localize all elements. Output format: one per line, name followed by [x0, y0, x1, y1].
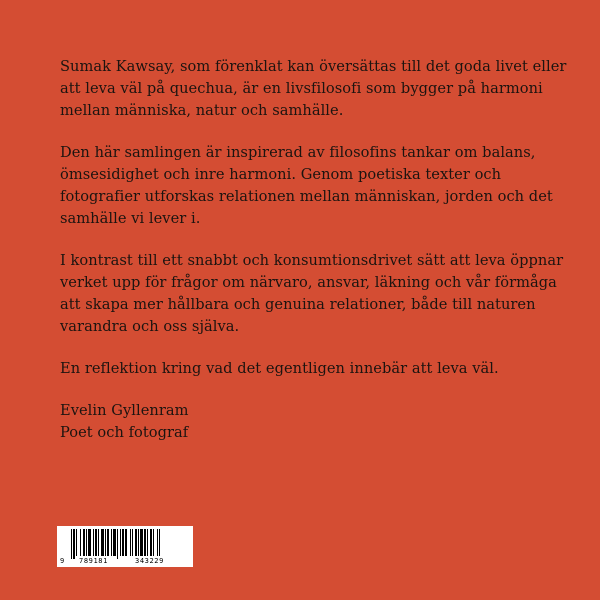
barcode-bar — [83, 529, 85, 556]
blurb-text — [60, 56, 567, 444]
text-line: varandra och oss själva. — [60, 318, 240, 335]
barcode-bar — [93, 529, 94, 556]
barcode-bar — [86, 529, 87, 556]
barcode-bar — [125, 529, 127, 556]
barcode-bar — [138, 529, 139, 556]
barcode-bar — [98, 529, 99, 556]
barcode-bar — [130, 529, 131, 556]
barcode-bar — [107, 529, 109, 556]
barcode-bar — [105, 529, 106, 556]
barcode-bar — [101, 529, 104, 556]
text-line: Sumak Kawsay, som förenklat kan översättas till det goda livet eller — [60, 58, 567, 75]
barcode-bar — [132, 529, 133, 556]
barcode-bar — [159, 529, 160, 556]
barcode-bar — [147, 529, 148, 556]
barcode-bar — [80, 529, 81, 556]
text-line: verket upp för frågor om närvaro, ansvar, läkning och vår förmåga — [60, 274, 557, 291]
author-signature — [60, 400, 560, 444]
text-line: fotografier utforskas relationen mellan människan, jorden och det — [60, 188, 553, 205]
paragraph-1 — [60, 56, 567, 122]
paragraph-2 — [60, 142, 560, 230]
author-role: Poet och fotograf — [60, 424, 189, 441]
barcode-bar — [113, 529, 116, 556]
barcode-left-group: 789181 — [79, 557, 108, 565]
barcode-bar — [150, 529, 152, 556]
barcode-bar — [157, 529, 158, 556]
text-line: Den här samlingen är inspirerad av filosofins tankar om balans, — [60, 144, 536, 161]
text-line: att skapa mer hållbara och genuina relationer, både till naturen — [60, 296, 536, 313]
barcode-first-digit: 9 — [60, 557, 65, 565]
text-line: En reflektion kring vad det egentligen innebär att leva väl. — [60, 360, 499, 377]
barcode-bar — [140, 529, 143, 556]
barcode-bar — [95, 529, 97, 556]
barcode-right-group: 343229 — [135, 557, 164, 565]
barcode-bar — [71, 529, 72, 559]
paragraph-3 — [60, 250, 564, 338]
barcode-bar — [111, 529, 112, 556]
barcode-bar — [73, 529, 75, 559]
barcode-bar — [144, 529, 146, 556]
barcode-bar — [153, 529, 154, 556]
barcode-bar — [88, 529, 91, 556]
paragraph-4 — [60, 358, 560, 380]
author-name: Evelin Gyllenram — [60, 402, 189, 419]
barcode-bar — [120, 529, 121, 556]
barcode-bar — [122, 529, 124, 556]
text-line: samhälle vi lever i. — [60, 210, 201, 227]
text-line: att leva väl på quechua, är en livsfilosofi som bygger på harmoni — [60, 80, 543, 97]
barcode-bar — [76, 529, 77, 556]
barcode-bar — [117, 529, 118, 559]
text-line: ömsesidighet och inre harmoni. Genom poetiska texter och — [60, 166, 502, 183]
barcode-bar — [135, 529, 137, 556]
isbn-barcode — [57, 526, 193, 567]
text-line: I kontrast till ett snabbt och konsumtionsdrivet sätt att leva öppnar — [60, 252, 564, 269]
barcode-digits — [57, 556, 193, 566]
text-line: mellan människa, natur och samhälle. — [60, 102, 344, 119]
